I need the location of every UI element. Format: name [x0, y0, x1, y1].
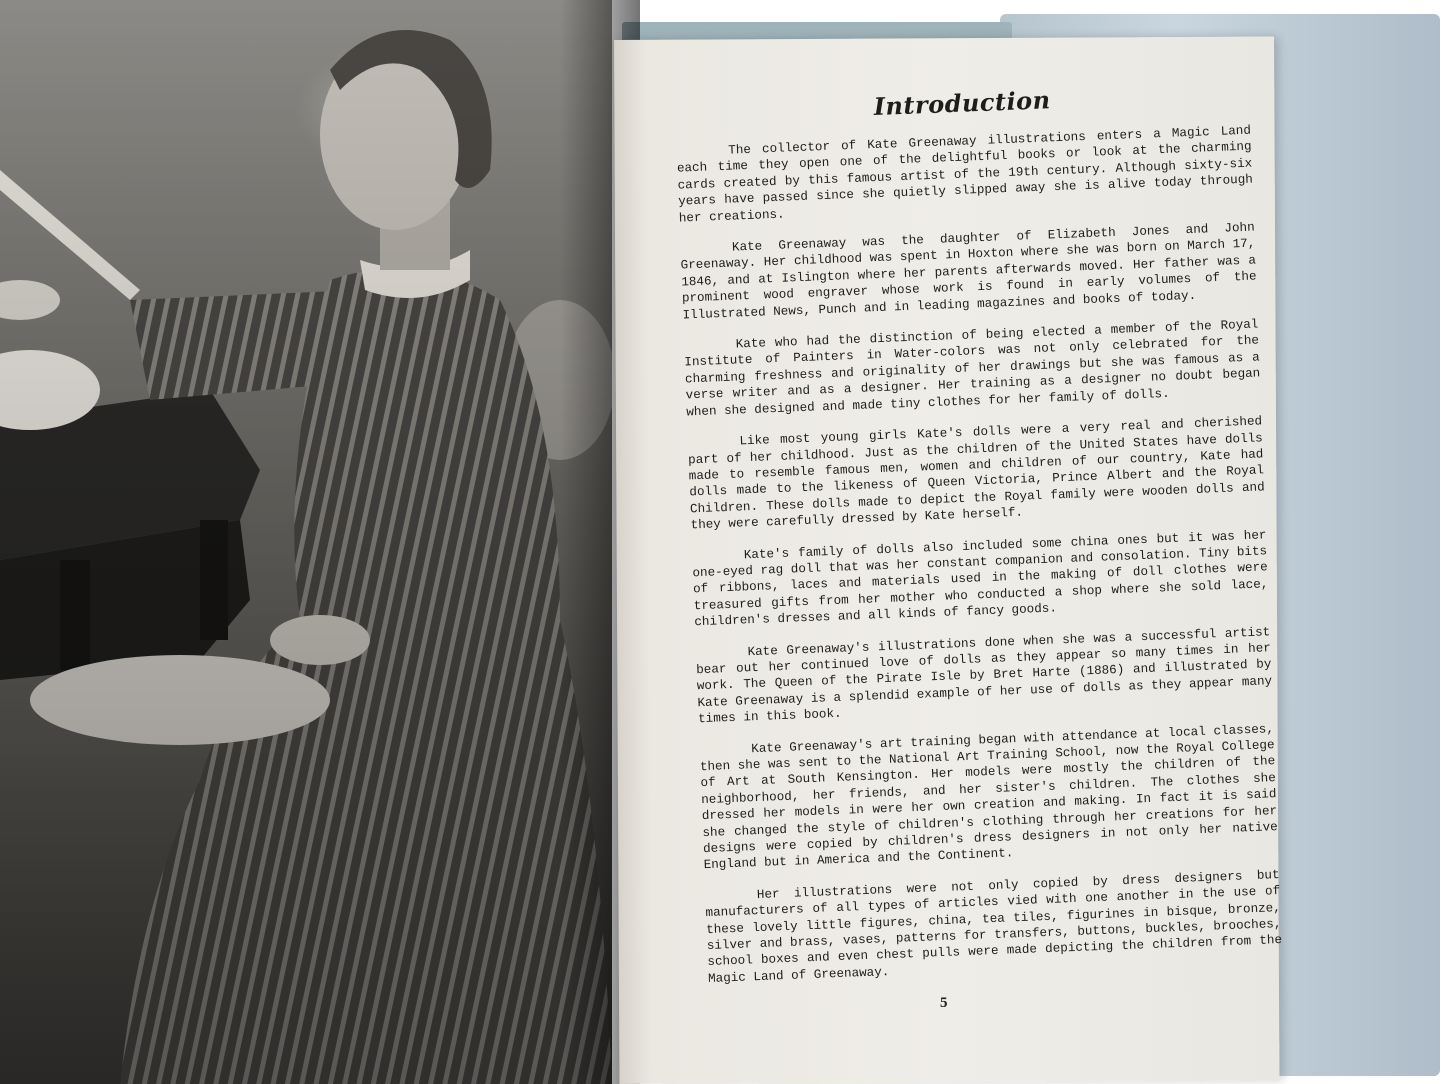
paragraph: Like most young girls Kate's dolls were a very real and cherished part of her childhood. Just as the children of the United States have dolls made to resemble famous men, women and children of our country, Kate had dolls made to the likeness of Queen Victoria, Prince Albert and the Royal Children. These dolls made to depict the Royal family were wooden dolls and they were carefully dressed by Kate herself.: [687, 414, 1265, 533]
paragraph: Kate Greenaway's illustrations done when she was a successful artist bear out her continued love of dolls as they appear so many times in her work. The Queen of the Pirate Isle by Bret Harte (1886) and illustrated by Kate Greenaway is a splendid example of her use of dolls as they appear many times in this book.: [695, 624, 1273, 727]
portrait-photograph-drawing: [0, 0, 612, 1084]
portrait-photograph: [0, 0, 612, 1084]
paragraph: Kate Greenaway's art training began with attendance at local classes, then she was sent to the National Art Training School, now the Royal College of Art at South Kensington. Her models were mostly the children of the neighborhood, her friends, and her sister's children. The clothes she dressed her models in were her own creation and making. In fact it is said she changed the style of children's clothing through her creations for her designs were copied by children's dress designers in not only her native England but in America and the Continent.: [699, 721, 1278, 873]
paragraph: Kate Greenaway was the daughter of Elizabeth Jones and John Greenaway. Her childhood was spent in Hoxton where she was born on March 17, 1846, and at Islington where her parents afterwards moved. Her father was a prominent wood engraver whose work is found in early volumes of the Illustrated News, Punch and in leading magazines and books of today.: [680, 220, 1257, 323]
right-page: [614, 37, 1283, 1084]
paragraph: Kate who had the distinction of being elected a member of the Royal Institute of Painters in Water-colors was not only celebrated for the charming freshness and originality of her drawings but she was famous as a verse writer and as a designer. Her training as a designer no doubt began when she designed and made tiny clothes for her family of dolls.: [684, 317, 1261, 420]
paragraph: Kate's family of dolls also included some china ones but it was her one-eyed rag doll that was her constant companion and consolation. Tiny bits of ribbons, laces and materials used in the making of doll clothes were treasured gifts from her mother who conducted a shop where she sold lace, children's dresses and all kinds of fancy goods.: [692, 527, 1269, 630]
left-page: [0, 0, 612, 1084]
text-block: [674, 78, 1283, 1003]
paragraph: Her illustrations were not only copied by dress designers but manufacturers of all types of articles vied with one another in the use of these lovely little figures, china, tea tiles, figurines in bisque, bronze, silver and brass, vases, patterns for transfers, buttons, buckles, brooches, school boxes and even chest pulls were made depicting the children from the Magic Land of Greenaway.: [705, 867, 1283, 986]
page-heading: Introduction: [873, 85, 1052, 122]
page-number: 5: [940, 995, 948, 1011]
paragraph: The collector of Kate Greenaway illustrations enters a Magic Land each time they open one of the delightful books or look at the charming cards created by this famous artist of the 19th century. Although sixty-six years have passed since she quietly slipped away she is alive today through her creations.: [676, 123, 1254, 226]
